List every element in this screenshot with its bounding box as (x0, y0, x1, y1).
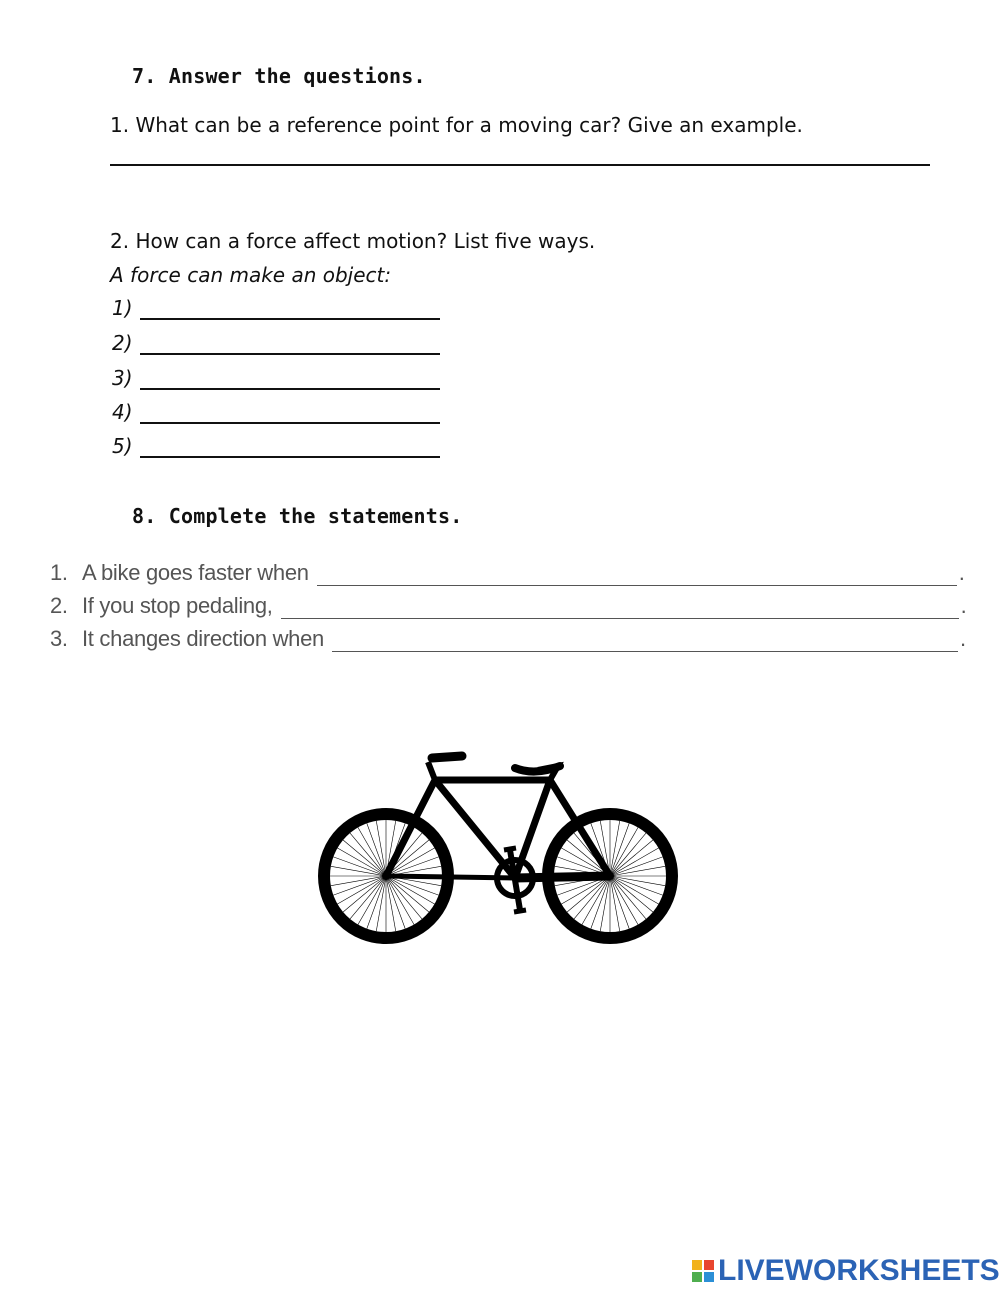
answer-number: 5) (112, 434, 133, 458)
statement-text: It changes direction when (82, 626, 324, 651)
logo-blocks-icon (692, 1260, 714, 1282)
statement-row (50, 626, 966, 652)
answer-line[interactable] (140, 402, 440, 424)
liveworksheets-logo (692, 1254, 1000, 1288)
question-2-prompt: A force can make an object: (110, 263, 392, 287)
statement-row (50, 593, 966, 619)
question-1-answer-line[interactable] (110, 164, 930, 166)
statement-end: . (960, 626, 966, 651)
statement-number: 2. (50, 593, 68, 618)
statement-answer-line[interactable] (281, 596, 959, 619)
answer-line[interactable] (140, 436, 440, 458)
answer-row (112, 331, 440, 355)
statement-end: . (960, 593, 967, 618)
answer-line[interactable] (140, 298, 440, 320)
answer-row (112, 296, 440, 320)
answer-line[interactable] (140, 368, 440, 390)
statement-number: 3. (50, 626, 68, 651)
question-2-text: 2. How can a force affect motion? List five ways. (110, 229, 596, 253)
statement-answer-line[interactable] (317, 563, 957, 586)
answer-number: 3) (112, 366, 133, 390)
answer-line[interactable] (140, 333, 440, 355)
statement-text: If you stop pedaling, (82, 593, 273, 618)
statement-text: A bike goes faster when (82, 560, 309, 585)
answer-number: 4) (112, 400, 133, 424)
statement-number: 1. (50, 560, 68, 585)
logo-text: LIVEWORKSHEETS (718, 1254, 1000, 1287)
section-7-title: 7. Answer the questions. (132, 64, 426, 88)
answer-number: 2) (112, 331, 133, 355)
statement-row (50, 560, 965, 586)
bicycle-icon (310, 750, 690, 950)
question-1-text: 1. What can be a reference point for a moving car? Give an example. (110, 113, 803, 137)
statement-answer-line[interactable] (332, 629, 958, 652)
section-8-title: 8. Complete the statements. (132, 504, 463, 528)
answer-row (112, 434, 440, 458)
answer-number: 1) (112, 296, 133, 320)
answer-row (112, 366, 440, 390)
answer-row (112, 400, 440, 424)
statement-end: . (958, 560, 965, 585)
